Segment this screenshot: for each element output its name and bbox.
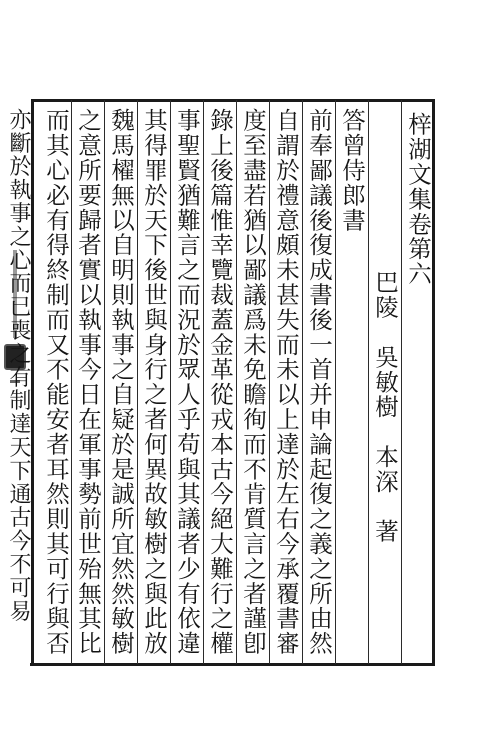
frame-right-rule [432, 99, 435, 665]
body-column: 前奉鄙議後復成書後一首并申論起復之義之所由然 [305, 108, 333, 656]
body-column: 度至盡若猶以鄙議爲未免瞻徇而不肯質言之者謹卽 [239, 108, 267, 656]
column-separator [170, 100, 171, 664]
body-column: 魏馬櫂無以自明則執事之自疑於是誠所宜然然敏樹 [107, 108, 135, 656]
frame-top-rule [34, 99, 434, 102]
column-separator [368, 100, 369, 664]
column-separator [203, 100, 204, 664]
author-line: 巴陵 吳敏樹 本深 著 [371, 270, 399, 544]
essay-title: 答曾侍郎書 [338, 108, 366, 233]
column-separator [236, 100, 237, 664]
column-separator [269, 100, 270, 664]
column-separator [302, 100, 303, 664]
body-column: 自謂於禮意頗未甚失而未以上達於左右今承覆書審 [272, 108, 300, 656]
frame-bottom-rule [30, 663, 435, 666]
column-separator [335, 100, 336, 664]
volume-title: 梓湖文集卷第六 [404, 112, 432, 287]
body-column: 其得罪於天下後世與身行之者何異故敏樹之與此放 [140, 108, 168, 656]
body-column: 亦斷於執事之心而已喪之有制達天下通古今不可易 [6, 108, 31, 623]
body-column: 錄上後篇惟幸覽裁蓋金革從戎本古今絕大難行之權 [206, 108, 234, 656]
body-column: 事聖賢猶難言之而況於眾人乎苟與其議者少有依違 [173, 108, 201, 656]
body-column: 而其心必有得終制而又不能安者耳然則其可行與否 [42, 108, 70, 656]
body-column: 之意所要歸者實以執事今日在軍事勢前世殆無其比 [74, 108, 102, 656]
column-separator [401, 100, 402, 664]
column-separator [104, 100, 105, 664]
column-separator [71, 100, 72, 664]
column-separator [137, 100, 138, 664]
